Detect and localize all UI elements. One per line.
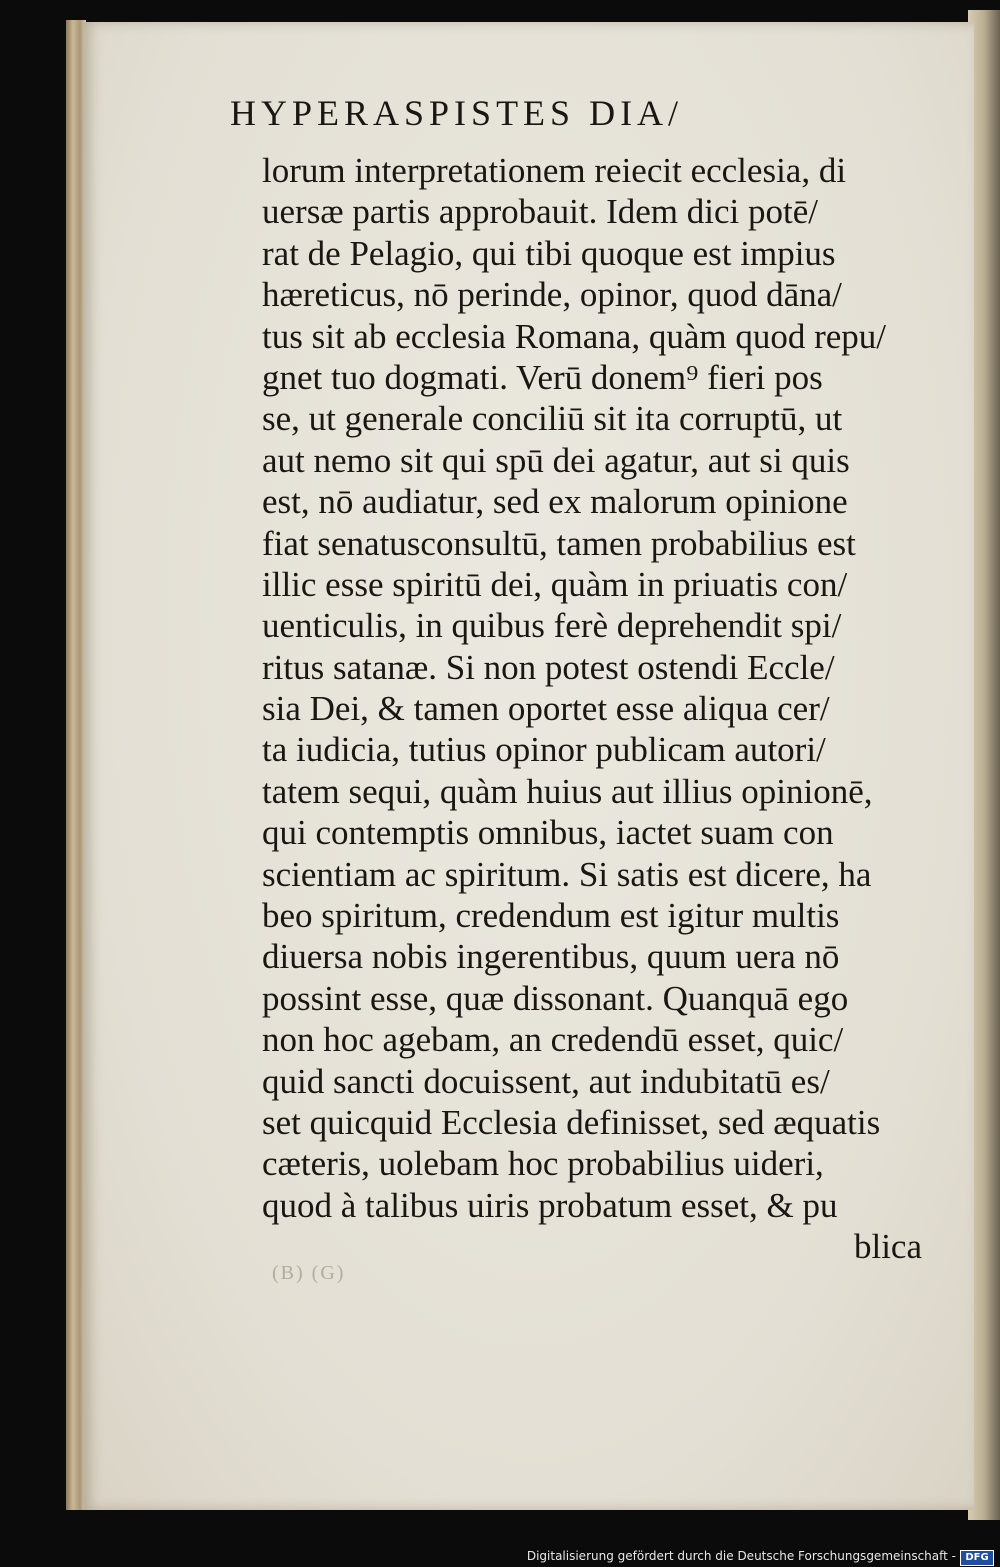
page-fore-edge-left: [66, 20, 86, 1510]
text-line: aut nemo sit qui spū dei agatur, aut si quis: [262, 440, 850, 480]
running-head: HYPERASPISTES DIA/: [230, 93, 684, 133]
text-line: qui contemptis omnibus, iactet suam con: [262, 813, 834, 853]
text-line: non hoc agebam, an credendū esset, quic/: [262, 1020, 844, 1060]
text-line: uersæ partis approbauit. Idem dici potē/: [262, 192, 818, 232]
text-line: set quicquid Ecclesia definisset, sed æquatis: [262, 1102, 881, 1142]
text-line: tus sit ab ecclesia Romana, quàm quod repu/: [262, 316, 887, 356]
faint-signature-mark: (B) (G): [272, 1262, 346, 1284]
text-line: hæreticus, nō perinde, opinor, quod dāna/: [262, 275, 842, 315]
text-line: ta iudicia, tutius opinor publicam autori/: [262, 730, 826, 770]
text-line: diuersa nobis ingerentibus, quum uera nō: [262, 937, 840, 977]
text-line: scientiam ac spiritum. Si satis est dicere, ha: [262, 854, 872, 894]
text-line: uenticulis, in quibus ferè deprehendit spi/: [262, 606, 842, 646]
text-line: quid sancti docuissent, aut indubitatū es/: [262, 1061, 830, 1101]
text-line: ritus satanæ. Si non potest ostendi Eccle/: [262, 647, 835, 687]
text-line: se, ut generale conciliū sit ita corruptū, ut: [262, 399, 843, 439]
body-text: [262, 150, 942, 1268]
text-line: quod à talibus uiris probatum esset, & pu: [262, 1185, 838, 1225]
text-line: beo spiritum, credendum est igitur multis: [262, 896, 840, 936]
text-line: possint esse, quæ dissonant. Quanquā ego: [262, 978, 849, 1018]
digitization-credit: Digitalisierung gefördert durch die Deutsche Forschungsgemeinschaft -: [526, 1549, 956, 1563]
dfg-logo-icon: DFG: [960, 1550, 994, 1566]
text-line: cæteris, uolebam hoc probabilius uideri,: [262, 1144, 824, 1184]
catchword: blica: [853, 1227, 922, 1267]
text-line: fiat senatusconsultū, tamen probabilius est: [262, 523, 856, 563]
text-line: tatem sequi, quàm huius aut illius opinionē,: [262, 771, 873, 811]
text-line: gnet tuo dogmati. Verū donem⁹ fieri pos: [262, 357, 823, 397]
text-line: lorum interpretationem reiecit ecclesia, di: [262, 151, 847, 190]
text-line: est, nō audiatur, sed ex malorum opinione: [262, 482, 848, 522]
text-line: illic esse spiritū dei, quàm in priuatis con/: [262, 564, 848, 604]
text-line: sia Dei, & tamen oportet esse aliqua cer/: [262, 689, 830, 729]
text-line: rat de Pelagio, qui tibi quoque est impius: [262, 233, 836, 273]
